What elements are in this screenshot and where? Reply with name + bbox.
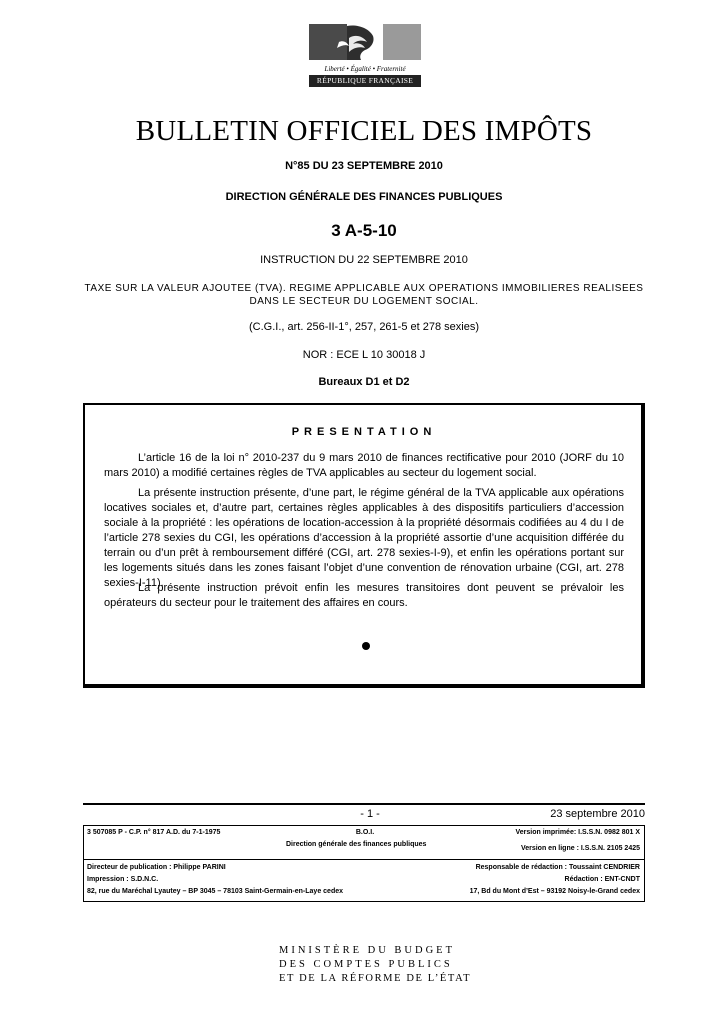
footer-divider <box>83 859 645 860</box>
footer-issn-print: Version imprimée: I.S.S.N. 0982 801 X <box>515 829 640 836</box>
presentation-heading: PRESENTATION <box>291 426 437 438</box>
footer-editor: Responsable de rédaction : Toussaint CENDRIER <box>475 864 640 871</box>
footer-dgfip: Direction générale des finances publiques <box>286 841 427 848</box>
page-title: BULLETIN OFFICIEL DES IMPÔTS <box>135 115 593 147</box>
republic-motto: Liberté • Égalité • Fraternité <box>324 65 406 73</box>
footer-rule <box>83 803 645 805</box>
ministry-signature <box>279 944 472 986</box>
page-number: - 1 - <box>360 808 380 820</box>
page-date: 23 septembre 2010 <box>550 808 645 820</box>
presentation-paragraph-1: L’article 16 de la loi n° 2010-237 du 9 mars 2010 de finances rectificative pour 2010 (JORF du 10 mars 2010) a modifié certaines règles de TVA applicables au secteur du logement social. <box>104 452 624 479</box>
footer-impression: Impression : S.D.N.C. <box>87 876 159 883</box>
footer-boi: B.O.I. <box>355 829 375 836</box>
footer-publisher: Directeur de publication : Philippe PARINI <box>87 864 226 871</box>
nor-reference: NOR : ECE L 10 30018 J <box>302 349 426 361</box>
footer-address-left: 82, rue du Maréchal Lyautey – BP 3045 – 78103 Saint-Germain-en-Laye cedex <box>87 888 344 895</box>
direction-heading: DIRECTION GÉNÉRALE DES FINANCES PUBLIQUES <box>225 191 503 203</box>
reference-code: 3 A-5-10 <box>331 221 397 240</box>
bullet-dot-icon <box>362 642 370 650</box>
bulletin-number: N°85 DU 23 SEPTEMBRE 2010 <box>285 160 443 172</box>
presentation-paragraph-3: La présente instruction prévoit enfin les mesures transitoires dont peuvent se prévaloir les opérateurs du secteur pour le traitement des affaires en cours. <box>104 582 624 609</box>
footer-cp-reference: 3 507085 P - C.P. n° 817 A.D. du 7-1-1975 <box>87 829 221 836</box>
footer-issn-online: Version en ligne : I.S.S.N. 2105 2425 <box>520 845 640 852</box>
ministry-line-1: MINISTÈRE DU BUDGET <box>279 945 455 956</box>
footer-address-right: 17, Bd du Mont d’Est – 93192 Noisy-le-Grand cedex <box>469 888 640 895</box>
presentation-paragraph-2: La présente instruction présente, d’une part, le régime général de la TVA applicable aux opérations locatives sociales et, d’autre part, certaines règles applicables à des dispositifs particuliers d’accession sociale à la propriété : les opérations de location-accession à la propriété désormais codifiées au 4 du I de l’article 278 sexies du CGI, les opérations d’accession à la propriété assortie d’une acquisition différée du terrain ou d’un prêt à remboursement différé (CGI, art. 278 sexies-I-9), et enfin les opérations portant sur les logements situés dans les zones faisant l’objet d’une convention de rénovation urbaine (CGI, art. 278 sexies-I-11). <box>104 487 624 589</box>
ministry-line-3: ET DE LA RÉFORME DE L’ÉTAT <box>279 973 472 984</box>
ministry-line-2: DES COMPTES PUBLICS <box>279 959 453 970</box>
instruction-date: INSTRUCTION DU 22 SEPTEMBRE 2010 <box>260 254 468 266</box>
subject-heading <box>84 282 644 308</box>
subject-line-1: TAXE SUR LA VALEUR AJOUTEE (TVA). REGIME APPLICABLE AUX OPERATIONS IMMOBILIERES REALISEES <box>84 283 644 294</box>
republique-francaise-logo <box>309 22 421 88</box>
cgi-reference: (C.G.I., art. 256-II-1°, 257, 261-5 et 278 sexies) <box>248 321 479 333</box>
republic-name: RÉPUBLIQUE FRANÇAISE <box>309 75 421 87</box>
marianne-icon <box>309 22 421 62</box>
subject-line-2: DANS LE SECTEUR DU LOGEMENT SOCIAL. <box>249 296 479 307</box>
bureaux-reference: Bureaux D1 et D2 <box>318 376 410 388</box>
footer-redaction: Rédaction : ENT-CNDT <box>564 876 640 883</box>
